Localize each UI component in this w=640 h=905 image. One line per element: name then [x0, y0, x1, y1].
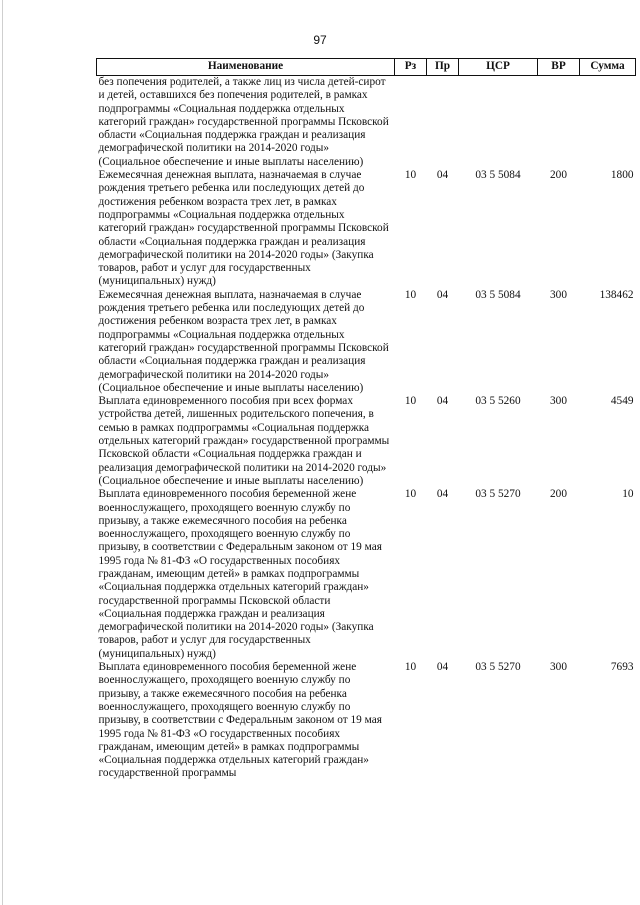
- row-rz: 10: [404, 169, 417, 182]
- budget-table: [96, 58, 636, 781]
- row-pr: [427, 76, 459, 170]
- table-row: [97, 488, 636, 661]
- table-row: [97, 661, 636, 781]
- table-row: [97, 76, 636, 170]
- row-vr: 300: [550, 288, 567, 301]
- row-sum: 7693: [610, 661, 634, 674]
- row-sum: [580, 76, 636, 170]
- table-row: [97, 169, 636, 289]
- row-rz: 10: [404, 488, 417, 501]
- row-csr: 03 5 5270: [475, 488, 521, 501]
- table-header: [97, 59, 636, 76]
- row-rz: [395, 76, 427, 170]
- row-vr: 300: [550, 395, 567, 408]
- row-vr: 300: [550, 661, 567, 674]
- row-csr: 03 5 5084: [475, 169, 521, 182]
- header-sum: Сумма: [580, 59, 636, 76]
- table-body: [97, 76, 636, 781]
- row-rz: 10: [404, 661, 417, 674]
- header-csr: ЦСР: [459, 59, 538, 76]
- row-name: Выплата единовременного пособия при всех формах устройства детей, лишенных родительского попечения, в семью в рамках подпрограммы «Социальная поддержка отдельных категорий граждан» государственной программы Псковской области «Социальная поддержка граждан и реализация демографической политики на 2014-2020 годы» (Социальное обеспечение и иные выплаты населению): [98, 395, 390, 487]
- table-row: [97, 395, 636, 488]
- row-rz: 10: [404, 288, 417, 301]
- row-rz: 10: [404, 395, 417, 408]
- row-sum: 1800: [610, 169, 634, 182]
- row-pr: 04: [436, 395, 449, 408]
- row-sum: 10: [622, 488, 634, 501]
- row-name: Выплата единовременного пособия беременной жене военнослужащего, проходящего военную службу по призыву, а также ежемесячного пособия на ребенка военнослужащего, проходящего военную службу по призыву, в соответствии с Федеральным законом от 19 мая 1995 года № 81-ФЗ «О государственных пособиях гражданам, имеющим детей» в рамках подпрограммы «Социальная поддержка отдельных категорий граждан» государственной программы Псковской области «Социальная поддержка граждан и реализация демографической политики на 2014-2020 годы» (Закупка товаров, работ и услуг для государственных (муниципальных) нужд): [98, 488, 382, 660]
- row-name: Ежемесячная денежная выплата, назначаемая в случае рождения третьего ребенка или последующих детей до достижения ребенком возраста трех лет, в рамках подпрограммы «Социальная поддержка отдельных категорий граждан» государственной программы Псковской области «Социальная поддержка граждан и реализация демографической политики на 2014-2020 годы» (Социальное обеспечение и иные выплаты населению): [98, 288, 389, 394]
- row-csr: 03 5 5084: [475, 288, 521, 301]
- row-sum: 4549: [610, 395, 634, 408]
- page-number: 97: [313, 33, 327, 47]
- header-name: Наименование: [97, 59, 395, 76]
- header-rz: Рз: [395, 59, 427, 76]
- row-csr: [459, 76, 538, 170]
- row-pr: 04: [436, 169, 449, 182]
- row-name: Выплата единовременного пособия беременной жене военнослужащего, проходящего военную службу по призыву, а также ежемесячного пособия на ребенка военнослужащего, проходящего военную службу по призыву, в соответствии с Федеральным законом от 19 мая 1995 года № 81-ФЗ «О государственных пособиях гражданам, имеющим детей» в рамках подпрограммы «Социальная поддержка отдельных категорий граждан» государственной программы: [98, 661, 382, 780]
- row-pr: 04: [436, 661, 449, 674]
- header-pr: Пр: [427, 59, 459, 76]
- row-name: Ежемесячная денежная выплата, назначаемая в случае рождения третьего ребенка или последующих детей до достижения ребенком возраста трех лет, в рамках подпрограммы «Социальная поддержка отдельных категорий граждан» государственной программы Псковской области «Социальная поддержка граждан и реализация демографической политики на 2014-2020 годы» (Закупка товаров, работ и услуг для государственных (муниципальных) нужд): [98, 169, 389, 288]
- header-vr: ВР: [538, 59, 580, 76]
- row-vr: 200: [550, 488, 567, 501]
- row-pr: 04: [436, 288, 449, 301]
- row-sum: 138462: [599, 288, 634, 301]
- table-row: [97, 289, 636, 395]
- scan-edge-line: [2, 0, 3, 905]
- row-vr: [538, 76, 580, 170]
- row-csr: 03 5 5270: [475, 661, 521, 674]
- row-name: без попечения родителей, а также лиц из числа детей-сирот и детей, оставшихся без попечения родителей, в рамках подпрограммы «Социальная поддержка отдельных категорий граждан» государственной программы Псковской области «Социальная поддержка граждан и реализация демографической политики на 2014-2020 годы» (Социальное обеспечение и иные выплаты населению): [98, 76, 389, 168]
- row-csr: 03 5 5260: [475, 395, 521, 408]
- row-vr: 200: [550, 169, 567, 182]
- row-pr: 04: [436, 488, 449, 501]
